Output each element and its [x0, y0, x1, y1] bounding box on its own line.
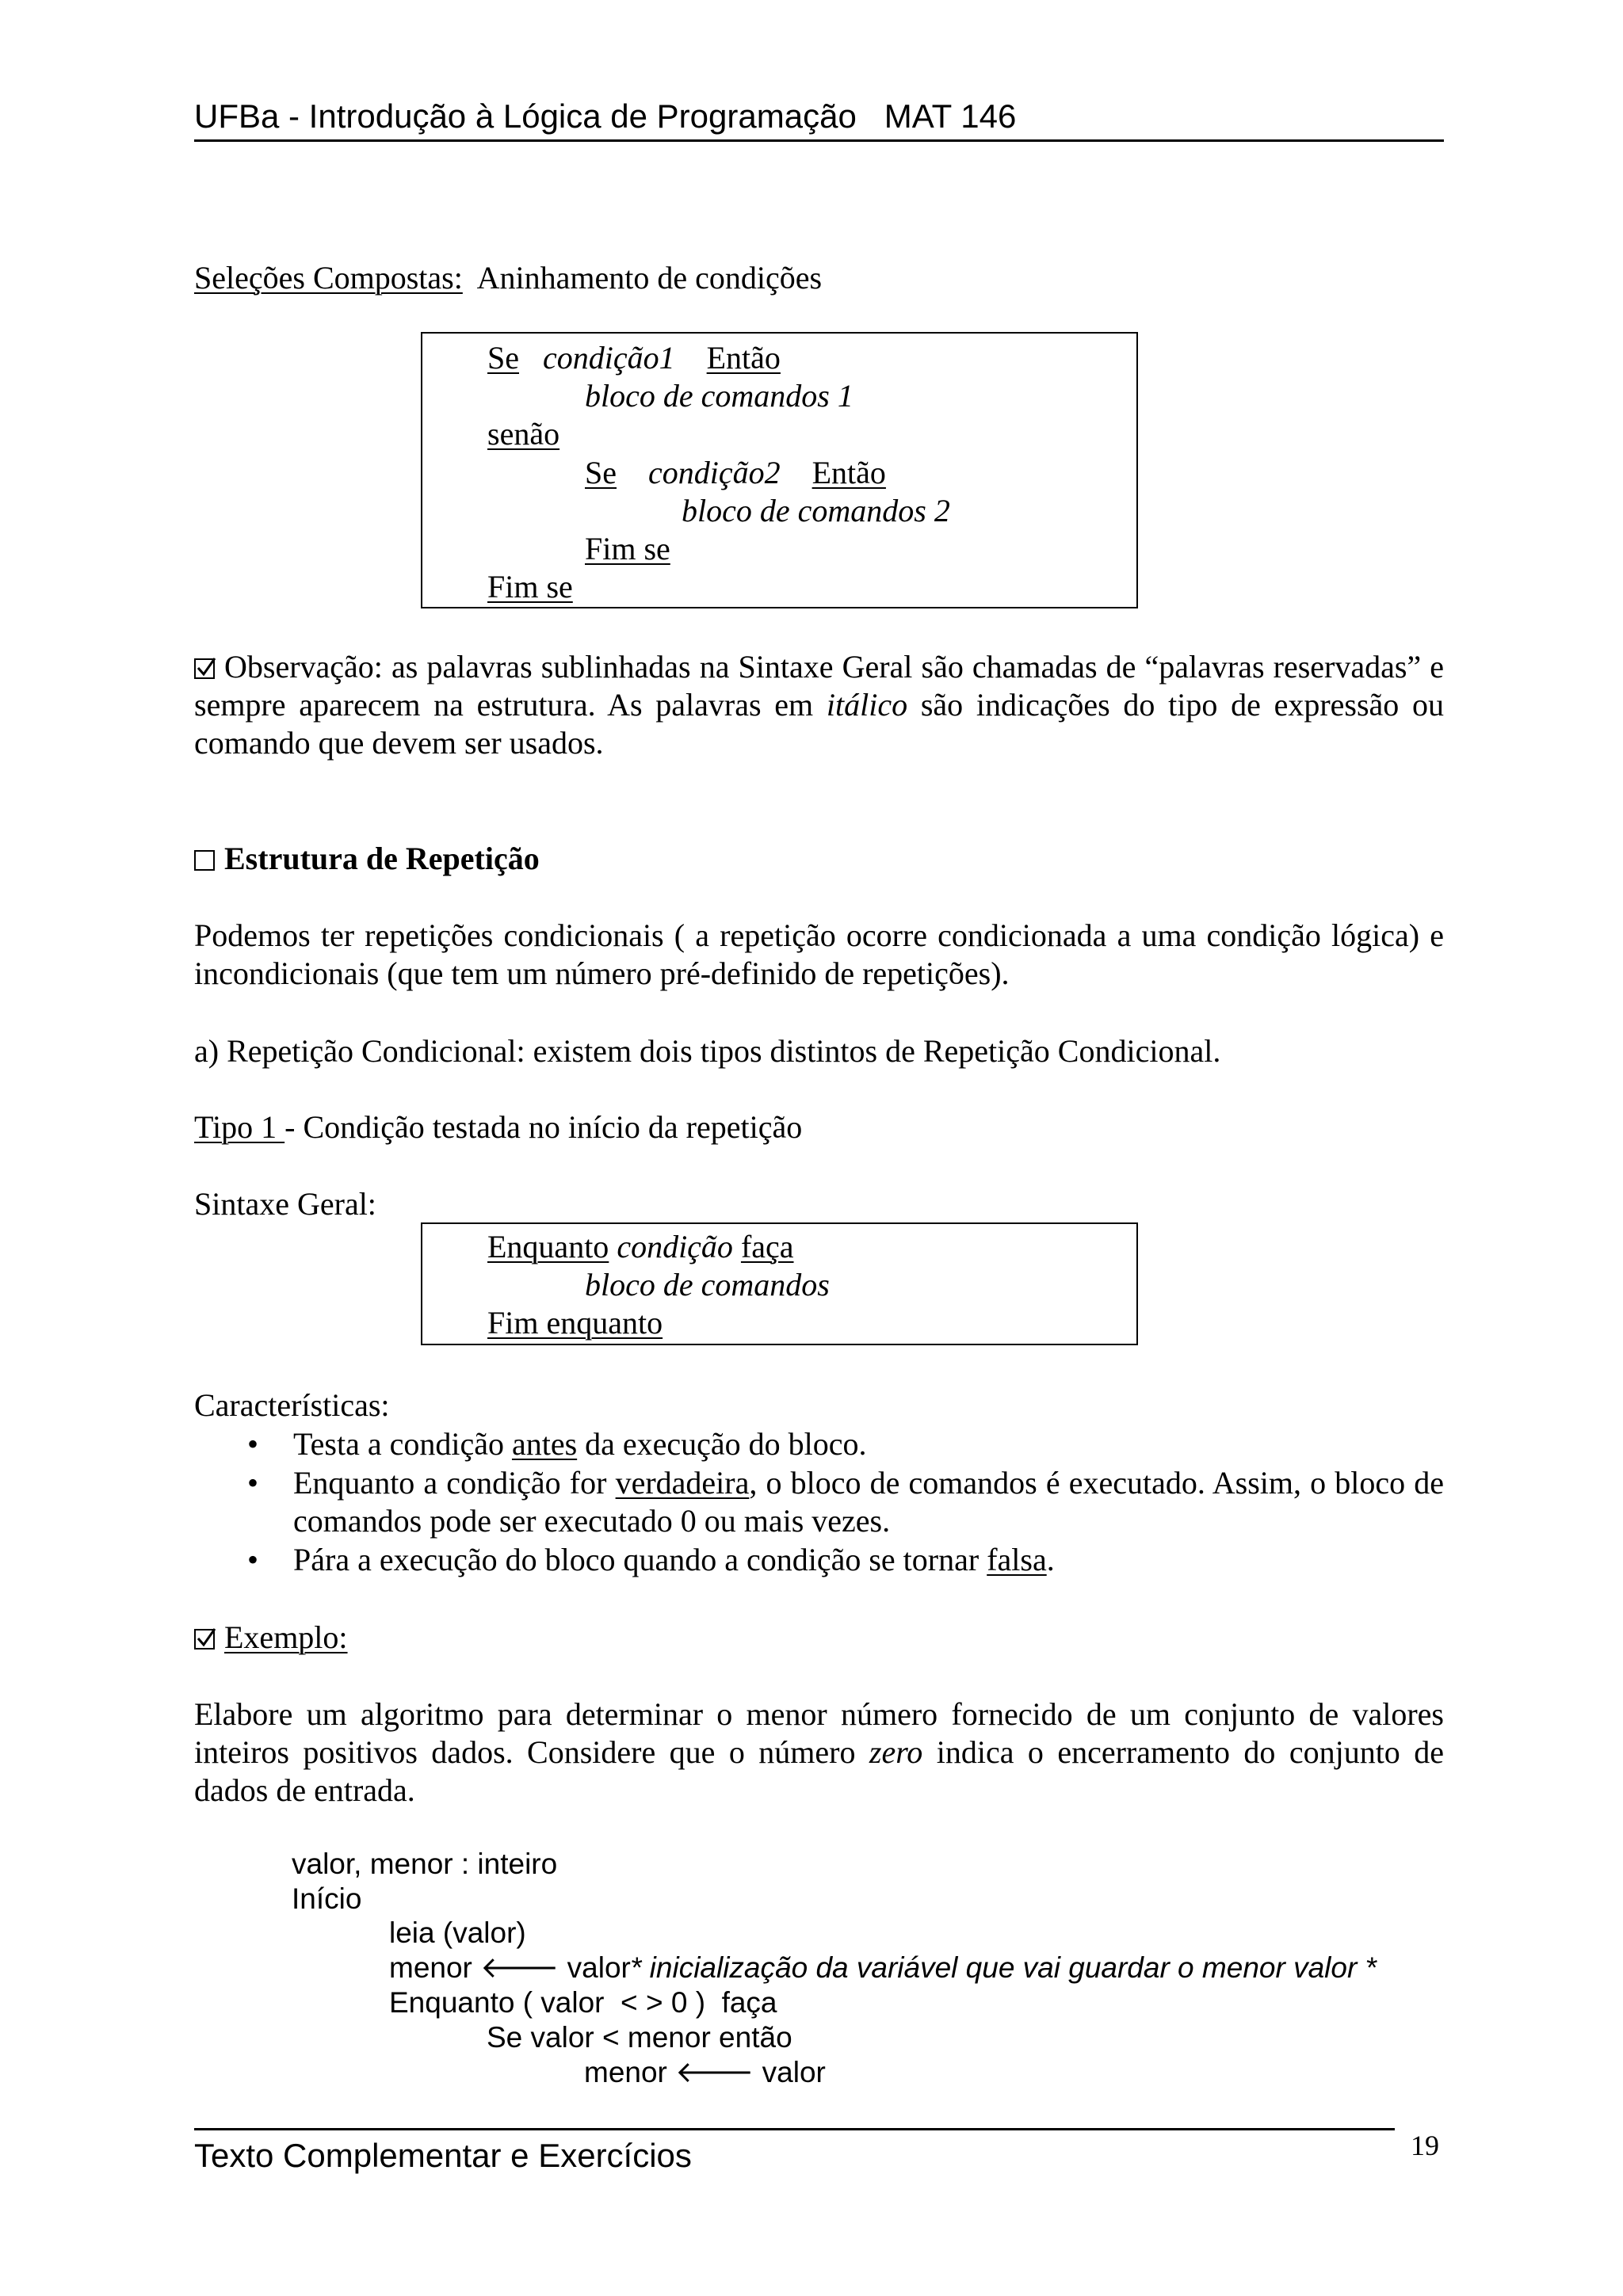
code-line-2: Início: [292, 1882, 362, 1915]
observacao-paragraph: Observação: as palavras sublinhadas na Sintaxe Geral são chamadas de “palavras reservadas” e sempre aparecem na estrutura. As palavras em itálico são indicações do tipo de expressão ou comando que devem ser usados.: [194, 649, 1445, 761]
code-line-5: Enquanto ( valor < > 0 ) faça: [389, 1986, 777, 2019]
page-header: [194, 97, 1016, 136]
selecoes-line-6: Fim se: [585, 531, 670, 566]
kw-fim-enquanto: Fim enquanto: [487, 1305, 663, 1341]
section-title-repeticao: Estrutura de Repetição: [194, 840, 540, 878]
tipo1-label: Tipo 1: [194, 1109, 285, 1145]
code-line-3: leia (valor): [389, 1917, 526, 1949]
code-comment: * inicialização da variável que vai guardar o menor valor *: [630, 1951, 1377, 1984]
checkbox-checked-icon: [194, 1629, 215, 1650]
enquanto-line-3: [487, 1304, 663, 1342]
kw-enquanto: Enquanto: [487, 1229, 609, 1264]
code-line-7: menor 🡐 valor: [584, 2056, 826, 2088]
empty-checkbox-icon: [194, 850, 215, 871]
code-line-1: valor, menor : inteiro: [292, 1848, 558, 1880]
exemplo-heading: Exemplo:: [194, 1619, 348, 1657]
left-arrow-icon: 🡐: [480, 1951, 559, 1984]
bullet-item-1: • Testa a condição antes da execução do bloco.: [247, 1426, 867, 1462]
code-line-6: Se valor < menor então: [487, 2021, 792, 2054]
enquanto-line-1: Enquanto condição faça: [487, 1229, 794, 1264]
selecoes-line-2: bloco de comandos 1: [585, 378, 854, 414]
selecoes-line-1: Se condição1 Então: [487, 340, 781, 376]
caracteristicas-title: Características:: [194, 1387, 390, 1423]
section-heading-selecoes: Seleções Compostas: Aninhamento de condições: [194, 260, 823, 296]
code-line-4: menor 🡐 valor: [389, 1951, 631, 1984]
header-title: UFBa - Introdução à Lógica de Programação MAT 146: [194, 97, 1017, 135]
kw-entao: Então: [706, 340, 781, 376]
sintaxe-label: Sintaxe Geral:: [194, 1186, 376, 1222]
heading-selecoes: Seleções Compostas:: [194, 260, 463, 296]
bullet-icon: •: [247, 1426, 259, 1462]
kw-se: Se: [487, 340, 519, 376]
repeticao-a-line: a) Repetição Condicional: existem dois tipos distintos de Repetição Condicional.: [194, 1033, 1221, 1069]
page-number: 19: [1411, 2130, 1439, 2161]
footer-rule: [194, 2128, 1395, 2130]
checkbox-checked-icon: [194, 658, 215, 679]
bullet-icon: •: [247, 1542, 259, 1577]
intro-paragraph: Podemos ter repetições condicionais ( a repetição ocorre condicionada a uma condição lógica) e incondicionais (que tem um número pré-definido de repetições).: [194, 917, 1444, 991]
enquanto-line-2: bloco de comandos: [585, 1267, 830, 1302]
header-rule: [194, 139, 1444, 142]
left-arrow-icon: 🡐: [675, 2056, 754, 2088]
selecoes-line-4: Se condição2 Então: [585, 455, 886, 490]
kw-senao: senão: [487, 416, 560, 452]
selecoes-line-7: Fim se: [487, 569, 573, 605]
footer-text: Texto Complementar e Exercícios: [194, 2137, 692, 2174]
tipo1-line: Tipo 1 - Condição testada no início da repetição: [194, 1109, 803, 1145]
bullet-item-3: • Pára a execução do bloco quando a condição se tornar falsa.: [247, 1542, 1055, 1577]
bullet-item-2: • Enquanto a condição for verdadeira, o bloco de comandos é executado. Assim, o bloco de comandos pode ser executado 0 ou mais vezes.: [247, 1465, 1444, 1539]
bullet-icon: •: [247, 1465, 259, 1501]
selecoes-line-5: bloco de comandos 2: [682, 493, 950, 528]
selecoes-line-3: [487, 415, 559, 453]
kw-faca: faça: [740, 1229, 794, 1264]
exemplo-paragraph: Elabore um algoritmo para determinar o menor número fornecido de um conjunto de valores inteiros positivos dados. Considere que o número zero indica o encerramento do conjunto de dados de entrada.: [194, 1696, 1444, 1808]
